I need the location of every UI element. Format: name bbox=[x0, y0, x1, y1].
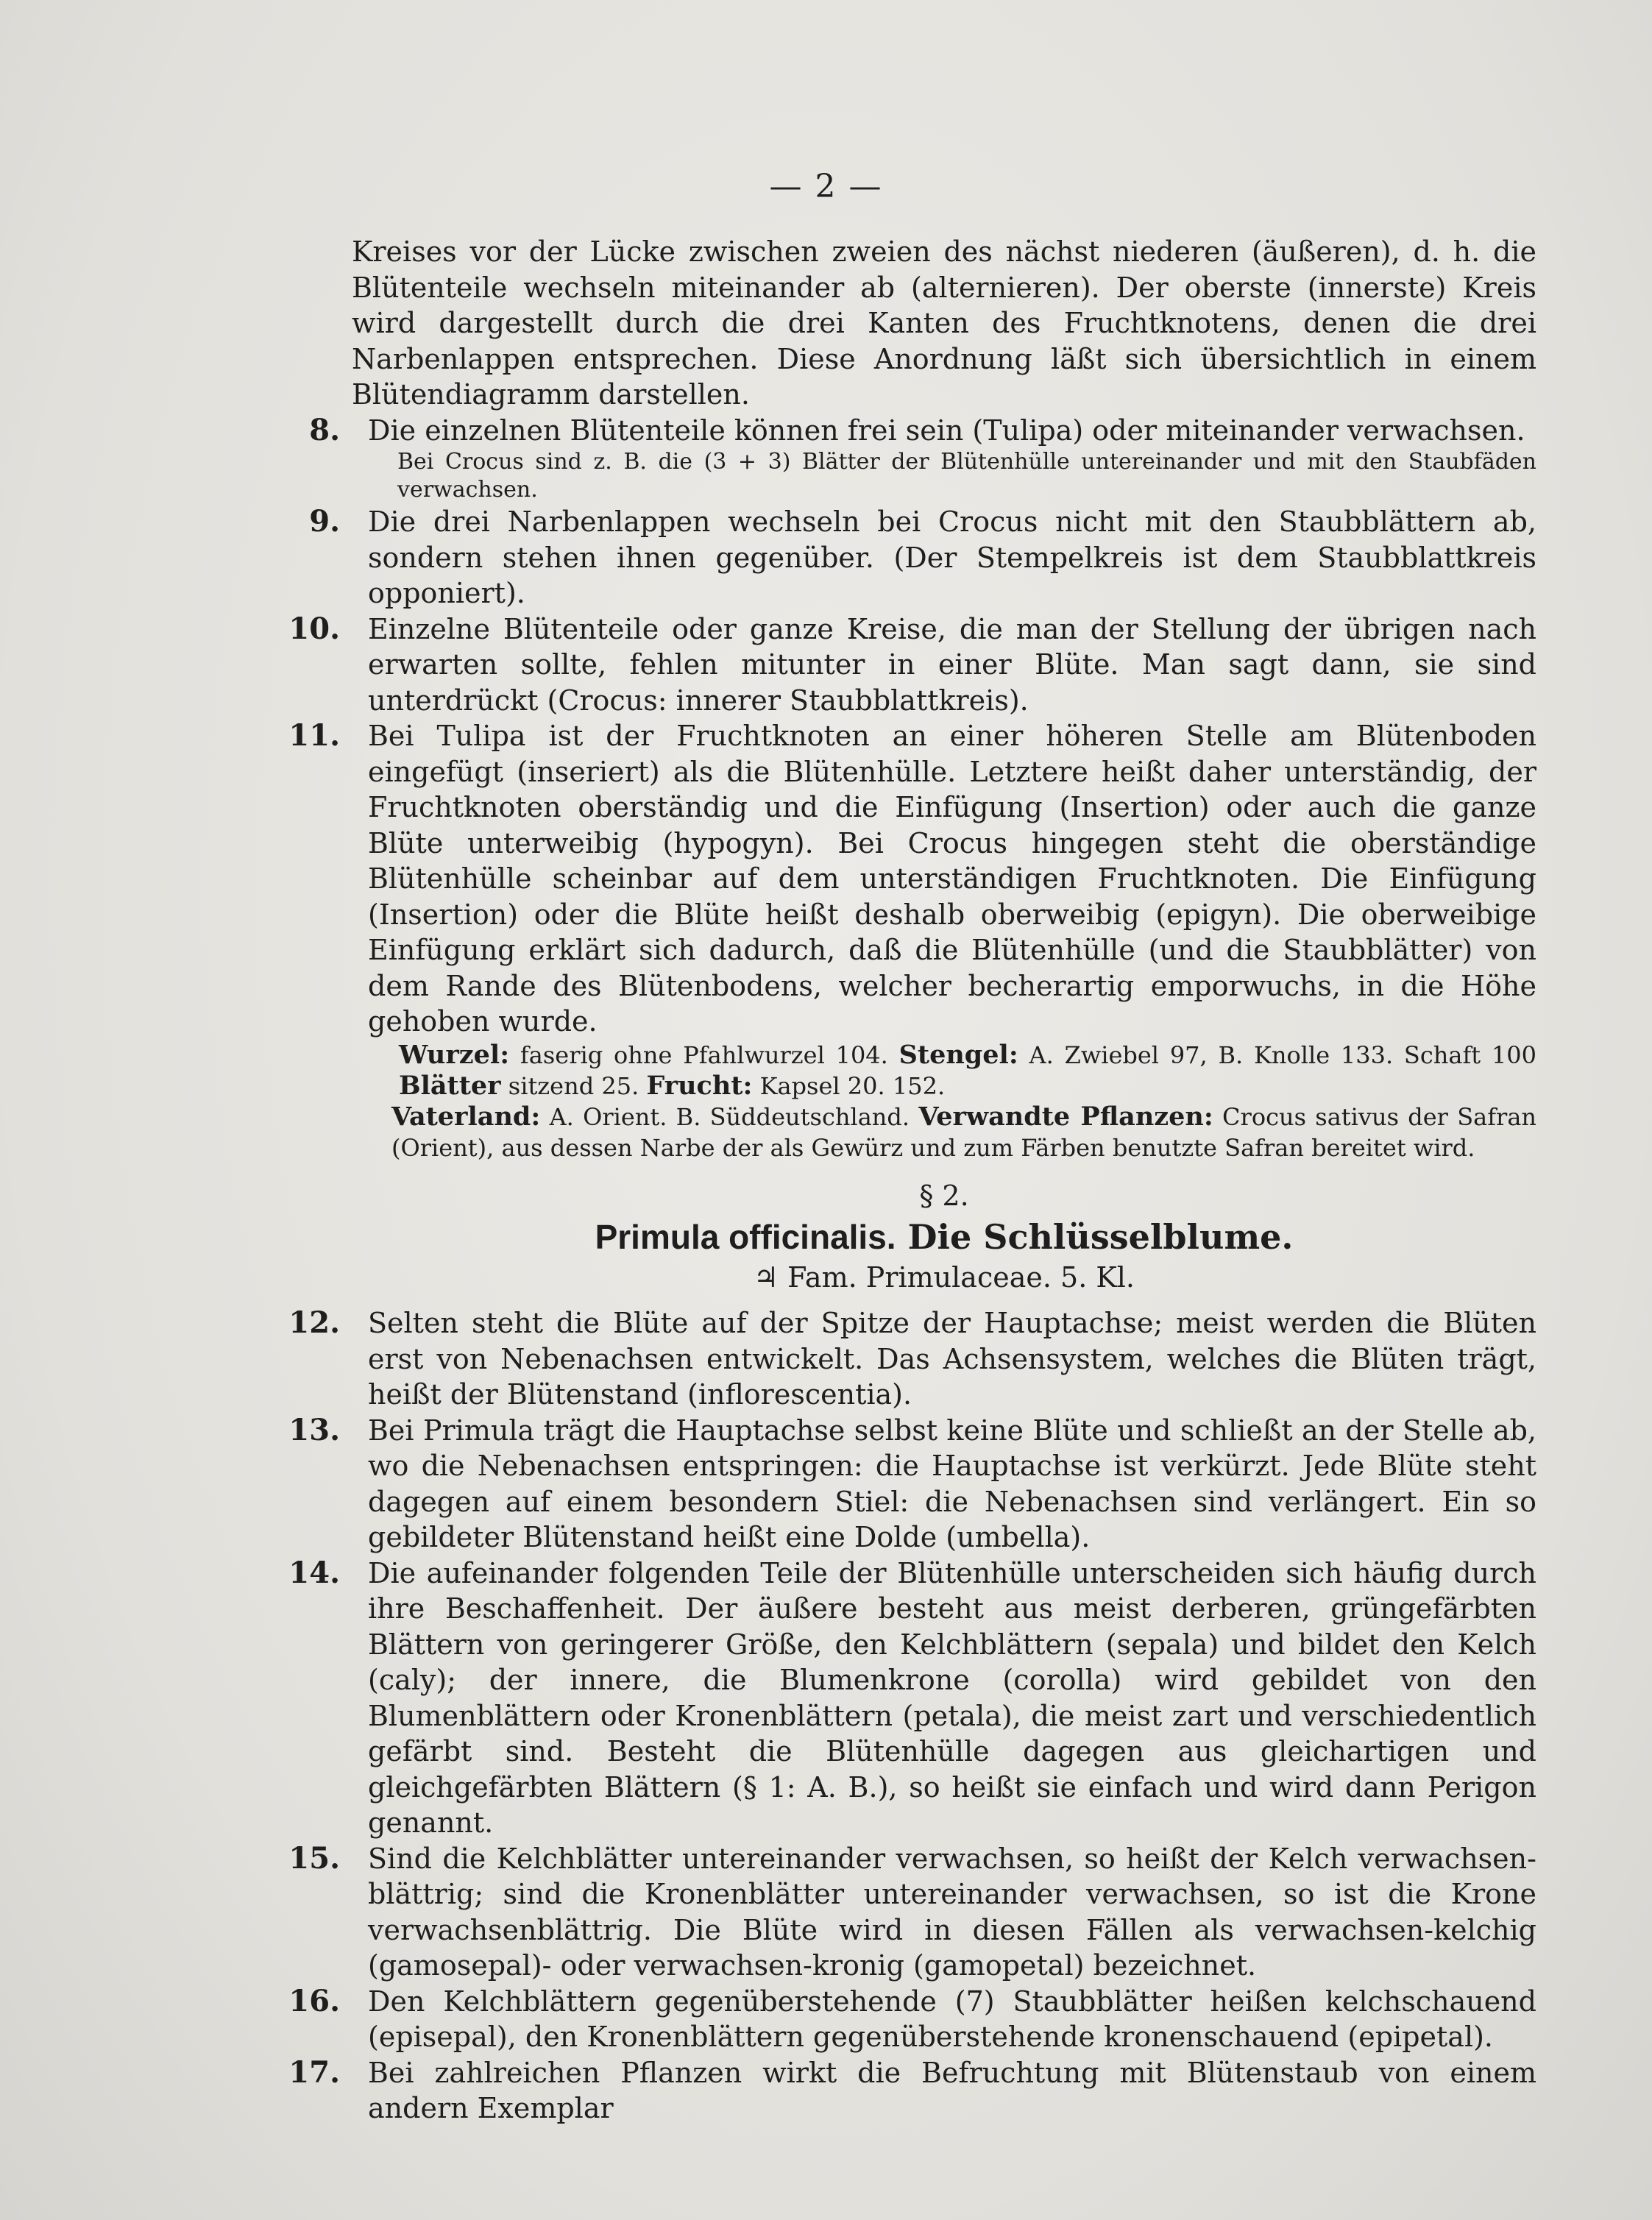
paragraph-number: 8. bbox=[309, 412, 340, 447]
paragraph-text: Selten steht die Blüte auf der Spitze der Hauptachse; meist werden die Blüten erst von Nebenachsen entwickelt. Das Achsensystem, welches die Blüten trägt, heißt der Blütenstand (inflorescentia). bbox=[368, 1307, 1536, 1411]
plant-facts-line-1 bbox=[352, 1040, 1536, 1102]
intro-paragraph: Kreises vor der Lücke zwischen zweien des nächst niederen (äußeren), d. h. die Blütenteile wechseln miteinander ab (alternieren). Der oberste (innerste) Kreis wird dargestellt durch die drei Kanten des Fruchtknotens, denen die drei Narbenlappen entsprechen. Diese Anordnung läßt sich übersichtlich in einem Blütendiagramm darstellen. bbox=[352, 235, 1536, 411]
frucht-value: Kapsel 20. 152. bbox=[759, 1071, 946, 1100]
verwandte-label: Verwandte Pflanzen: bbox=[918, 1101, 1213, 1132]
paragraph-8 bbox=[309, 412, 1536, 449]
paragraph-12 bbox=[288, 1305, 1536, 1413]
vaterland-value: A. Orient. B. Süddeutschland. bbox=[549, 1102, 910, 1131]
blaetter-label: Blätter bbox=[399, 1070, 501, 1101]
paragraph-text: Sind die Kelchblätter untereinander verwachsen, so heißt der Kelch verwachsen-blättrig; sind die Kronenblätter untereinander verwachsen, so ist die Krone verwachsenblättrig. Die Blüte wird in diesen Fällen als verwachsen-kelchig (gamosepal)- oder verwachsen-kronig (gamopetal) bezeichnet. bbox=[368, 1842, 1536, 1982]
plant-facts-line-2 bbox=[352, 1102, 1536, 1163]
paragraph-text: Die einzelnen Blütenteile können frei sein (Tulipa) oder miteinander verwachsen. bbox=[368, 414, 1525, 447]
paragraph-number: 11. bbox=[288, 718, 340, 753]
paragraph-text: Bei zahlreichen Pflanzen wirkt die Befruchtung mit Blütenstaub von einem andern Exemplar bbox=[368, 2056, 1536, 2124]
paragraph-10 bbox=[288, 611, 1536, 719]
paragraph-number: 9. bbox=[309, 504, 340, 539]
paragraph-number: 14. bbox=[288, 1555, 340, 1590]
paragraph-number: 15. bbox=[288, 1840, 340, 1876]
paragraph-text: Bei Tulipa ist der Fruchtknoten an einer höheren Stelle am Blütenboden eingefügt (inseriert) als die Blütenhülle. Letztere heißt daher unterständig, der Fruchtknoten oberständig und die Einfügung (Insertion) oder auch die ganze Blüte unterweibig (hypogyn). Bei Crocus hingegen steht die oberständige Blütenhülle scheinbar auf dem unterständigen Fruchtknoten. Die Einfügung (Insertion) oder die Blüte heißt deshalb oberweibig (epigyn). Die oberweibige Einfügung erklärt sich dadurch, daß die Blütenhülle (und die Staubblätter) von dem Rande des Blütenbodens, welcher becherartig emporwuchs, in die Höhe gehoben wurde. bbox=[368, 720, 1536, 1038]
paragraph-number: 17. bbox=[288, 2054, 340, 2090]
paragraph-13 bbox=[288, 1412, 1536, 1556]
paragraph-number: 10. bbox=[288, 611, 340, 646]
paragraph-text: Den Kelchblättern gegenüberstehende (7) Staubblätter heißen kelchschauend (episepal), den Kronenblättern gegenüberstehende kronenschauend (epipetal). bbox=[368, 1985, 1536, 2053]
paragraph-number: 12. bbox=[288, 1305, 340, 1340]
paragraph-16 bbox=[288, 1983, 1536, 2055]
verwandte-value: Crocus sativus der Safran (Orient), aus dessen Narbe der als Gewürz und zum Färben benutzte Safran bereitet wird. bbox=[391, 1102, 1537, 1162]
species-title bbox=[352, 1219, 1536, 1255]
paragraph-8-note: Bei Crocus sind z. B. die (3 + 3) Blätter der Blütenhülle untereinander und mit den Staubfäden verwachsen. bbox=[397, 449, 1536, 503]
wurzel-value: faserig ohne Pfahlwurzel 104. bbox=[520, 1040, 888, 1069]
page-body bbox=[288, 234, 1537, 2127]
paragraph-text: Bei Primula trägt die Hauptachse selbst keine Blüte und schließt an der Stelle ab, wo die Nebenachsen entspringen: die Hauptachse ist verkürzt. Jede Blüte steht dagegen auf einem besondern Stiel: die Nebenachsen sind verlängert. Ein so gebildeter Blütenstand heißt eine Dolde (umbella). bbox=[368, 1414, 1536, 1553]
paragraph-number: 16. bbox=[288, 1983, 340, 2018]
species-german-name: Die Schlüsselblume. bbox=[907, 1217, 1294, 1257]
section-heading: § 2. bbox=[919, 1179, 969, 1212]
species-latin-name: Primula officinalis. bbox=[595, 1218, 896, 1256]
paragraph-14 bbox=[288, 1555, 1536, 1841]
stengel-label: Stengel: bbox=[898, 1039, 1018, 1070]
paragraph-15 bbox=[288, 1840, 1536, 1984]
paragraph-9 bbox=[309, 504, 1536, 611]
blaetter-value: sitzend 25. bbox=[508, 1071, 639, 1100]
paragraph-11 bbox=[288, 718, 1536, 1040]
paragraph-number: 13. bbox=[288, 1412, 340, 1447]
paragraph-17 bbox=[288, 2054, 1536, 2127]
stengel-value: A. Zwiebel 97, B. Knolle 133. Schaft 100 bbox=[1029, 1040, 1537, 1069]
paragraph-text: Die aufeinander folgenden Teile der Blütenhülle unterscheiden sich häufig durch ihre Beschaffenheit. Der äußere besteht aus meist derberen, grüngefärbten Blättern von geringerer Größe, den Kelchblättern (sepala) und bildet den Kelch (caly); der innere, die Blumenkrone (corolla) wird gebildet von den Blumenblättern oder Kronenblättern (petala), die meist zart und verschiedentlich gefärbt sind. Besteht die Blütenhülle dagegen aus gleichartigen und gleichgefärbten Blättern (§ 1: A. B.), so heißt sie einfach und wird dann Perigon genannt. bbox=[368, 1556, 1536, 1839]
paragraph-text: Einzelne Blütenteile oder ganze Kreise, die man der Stellung der übrigen nach erwarten sollte, fehlen mitunter in einer Blüte. Man sagt dann, sie sind unterdrückt (Crocus: innerer Staubblattkreis). bbox=[368, 612, 1536, 717]
family-line: ♃ Fam. Primulaceae. 5. Kl. bbox=[753, 1260, 1135, 1294]
vaterland-label: Vaterland: bbox=[391, 1101, 541, 1132]
page-number: — 2 — bbox=[769, 168, 883, 205]
frucht-label: Frucht: bbox=[646, 1070, 753, 1101]
paragraph-text: Die drei Narbenlappen wechseln bei Crocus nicht mit den Staubblättern ab, sondern stehen ihnen gegenüber. (Der Stempelkreis ist dem Staubblattkreis opponiert). bbox=[368, 506, 1536, 609]
wurzel-label: Wurzel: bbox=[399, 1039, 510, 1070]
